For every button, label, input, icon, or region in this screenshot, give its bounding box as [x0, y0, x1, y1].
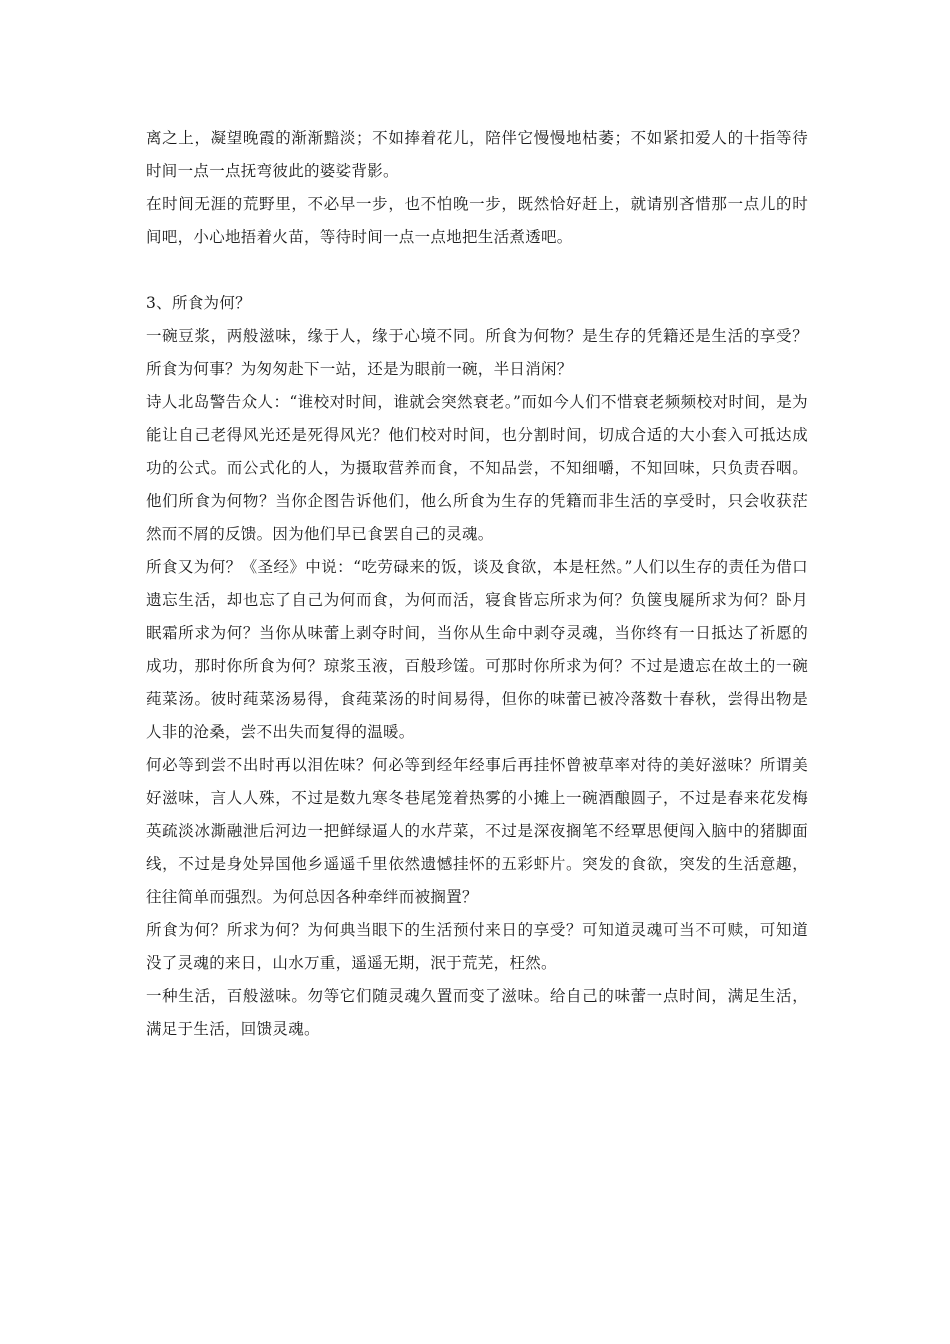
section-heading: 3、所食为何？ — [146, 294, 251, 312]
paragraph-8: 一种生活，百般滋味。勿等它们随灵魂久置而变了滋味。给自己的味蕾一点时间，满足生活，满足于生活，回馈灵魂。 — [146, 987, 808, 1038]
paragraph-gap — [146, 254, 808, 287]
paragraph-5: 所食又为何？《圣经》中说：“吃劳碌来的饭，谈及食欲，本是枉然。”人们以生存的责任为借口遗忘生活，却也忘了自己为何而食，为何而活，寝食皆忘所求为何？负箧曳屣所求为何？卧月眠霜所求为何？当你从味蕾上剥夺时间，当你从生命中剥夺灵魂，当你终有一日抵达了祈愿的成功，那时你所食为何？琼浆玉液，百般珍馐。可那时你所求为何？不过是遗忘在故土的一碗莼菜汤。彼时莼菜汤易得，食莼菜汤的时间易得，但你的味蕾已被冷落数十春秋，尝得出物是人非的沧桑，尝不出失而复得的温暖。 — [146, 558, 808, 741]
paragraph-7: 所食为何？所求为何？为何典当眼下的生活预付来日的享受？可知道灵魂可当不可赎，可知道没了灵魂的来日，山水万重，遥遥无期，泯于荒芜，枉然。 — [146, 921, 808, 972]
document-body — [146, 122, 808, 1046]
paragraph-6: 何必等到尝不出时再以泪佐味？何必等到经年经事后再挂怀曾被草率对待的美好滋味？所谓美好滋味，言人人殊，不过是数九寒冬巷尾笼着热雾的小摊上一碗酒酿圆子，不过是春来花发梅英疏淡冰澌融泄后河边一把鲜绿逼人的水芹菜，不过是深夜搁笔不经覃思便闯入脑中的猪脚面线，不过是身处异国他乡遥遥千里依然遗憾挂怀的五彩虾片。突发的食欲，突发的生活意趣，往往简单而强烈。为何总因各种牵绊而被搁置？ — [146, 756, 808, 906]
paragraph-4: 诗人北岛警告众人：“谁校对时间，谁就会突然衰老。”而如今人们不惜衰老频频校对时间，是为能让自己老得风光还是死得风光？他们校对时间，也分割时间，切成合适的大小套入可抵达成功的公式。而公式化的人，为摄取营养而食，不知品尝，不知细嚼，不知回味，只负责吞咽。他们所食为何物？当你企图告诉他们，他么所食为生存的凭籍而非生活的享受时，只会收获茫然而不屑的反馈。因为他们早已食罢自己的灵魂。 — [146, 393, 808, 543]
paragraph-2: 在时间无涯的荒野里，不必早一步，也不怕晚一步，既然恰好赶上，就请别吝惜那一点儿的时间吧，小心地捂着火苗，等待时间一点一点地把生活煮透吧。 — [146, 195, 808, 246]
paragraph-3: 一碗豆浆，两般滋味，缘于人，缘于心境不同。所食为何物？是生存的凭籍还是生活的享受？所食为何事？为匆匆赴下一站，还是为眼前一碗，半日消闲？ — [146, 327, 808, 378]
paragraph-1: 离之上，凝望晚霞的渐渐黯淡；不如捧着花儿，陪伴它慢慢地枯萎；不如紧扣爱人的十指等待时间一点一点抚弯彼此的婆娑背影。 — [146, 129, 808, 180]
